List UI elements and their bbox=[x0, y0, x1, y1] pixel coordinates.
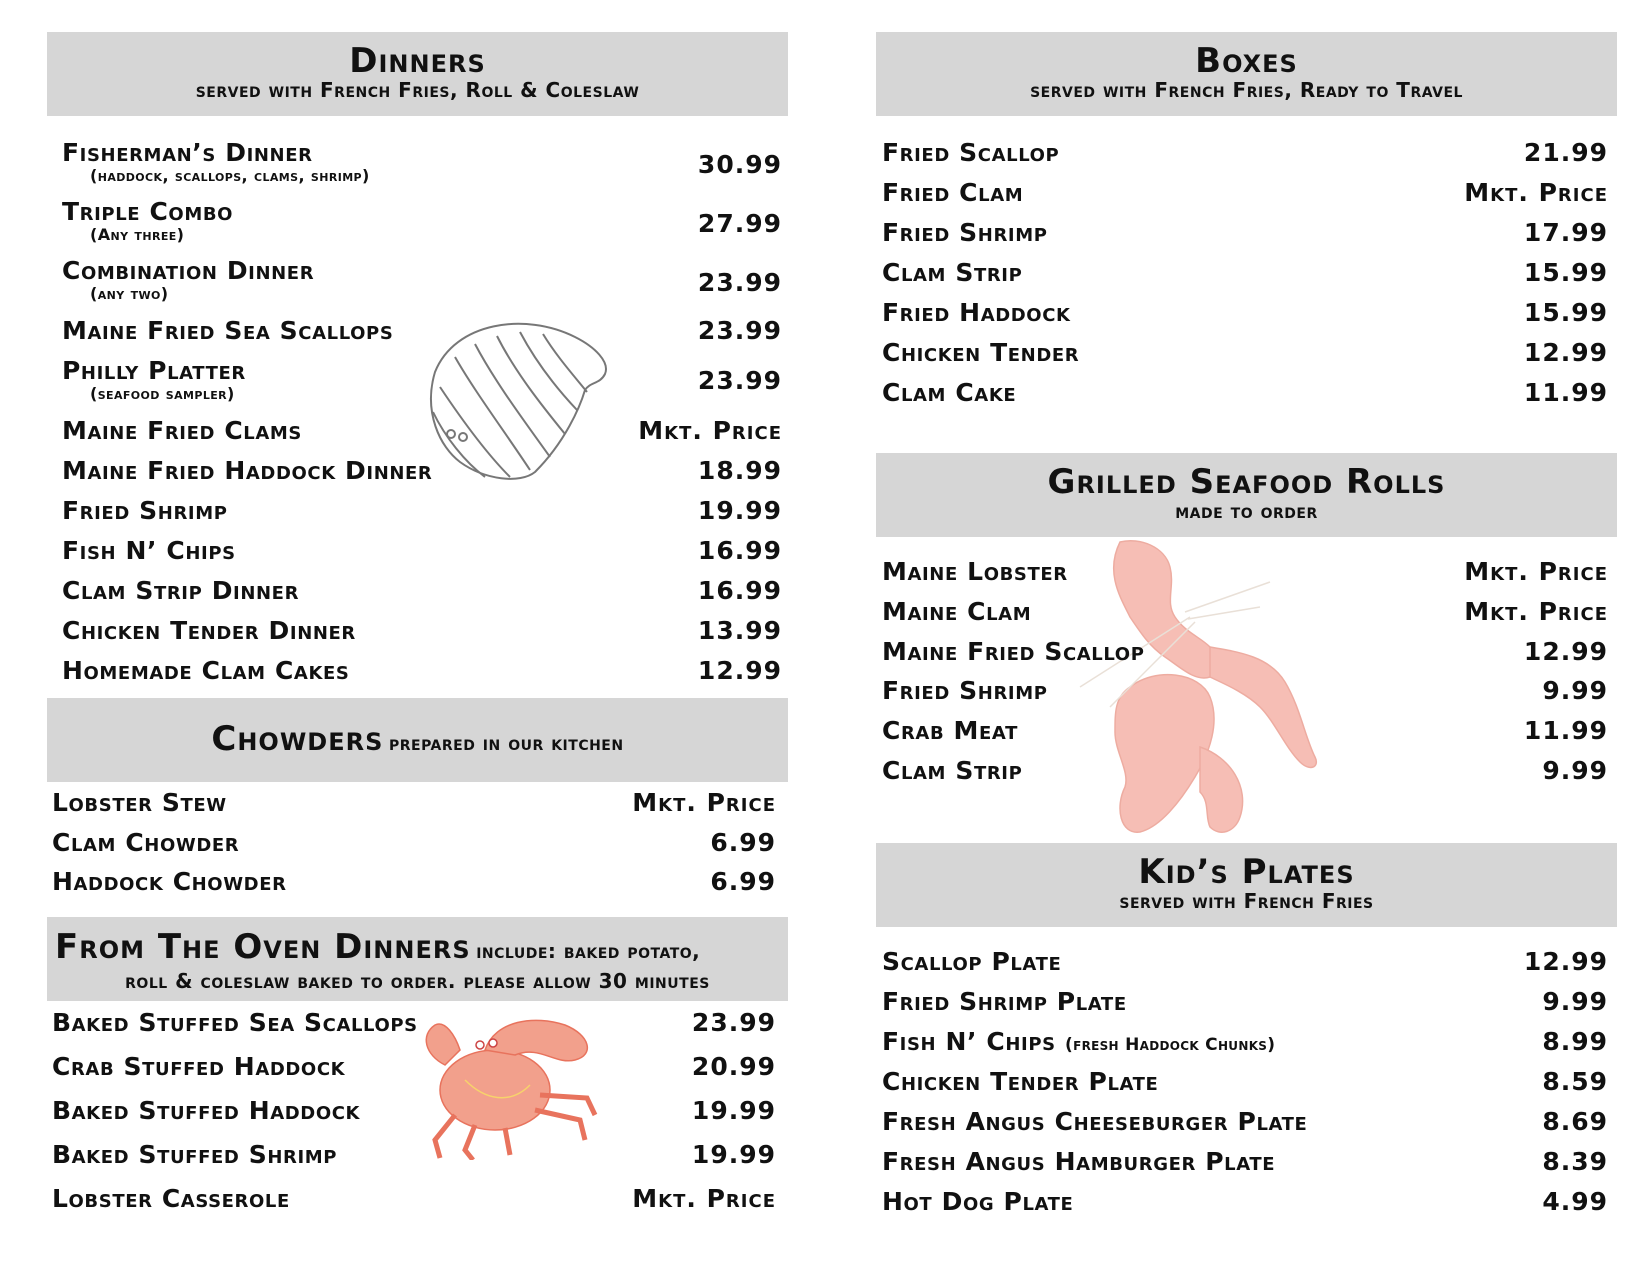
item-name: Fried Clam bbox=[882, 178, 1024, 207]
menu-item bbox=[882, 676, 1608, 708]
chowders-subtitle: prepared in our kitchen bbox=[388, 731, 624, 755]
item-price: 23.99 bbox=[697, 316, 782, 345]
item-price: 19.99 bbox=[697, 496, 782, 525]
menu-item bbox=[882, 218, 1608, 250]
boxes-header bbox=[876, 32, 1617, 116]
item-name: Baked Stuffed Sea Scallops bbox=[52, 1008, 418, 1037]
item-name: Crab Meat bbox=[882, 716, 1018, 745]
menu-item bbox=[62, 316, 782, 348]
item-price: 23.99 bbox=[691, 1008, 776, 1037]
item-name: Clam Strip bbox=[882, 258, 1023, 287]
item-name: Fresh Angus Cheeseburger Plate bbox=[882, 1107, 1308, 1136]
chowders-header bbox=[47, 698, 788, 782]
item-name: Triple Combo bbox=[62, 197, 234, 226]
item-name: Maine Fried Sea Scallops bbox=[62, 316, 394, 345]
item-name: Philly Platter bbox=[62, 356, 246, 385]
item-price: 23.99 bbox=[697, 268, 782, 297]
kids-header bbox=[876, 843, 1617, 927]
item-price: 9.99 bbox=[1542, 987, 1608, 1016]
item-name: Scallop Plate bbox=[882, 947, 1062, 976]
menu-item bbox=[52, 867, 776, 899]
menu-item bbox=[62, 138, 782, 188]
kids-subtitle: served with French Fries bbox=[1119, 889, 1374, 913]
item-price: 19.99 bbox=[691, 1140, 776, 1169]
item-name: Fresh Angus Hamburger Plate bbox=[882, 1147, 1276, 1176]
oven-subtitle-b: roll & coleslaw baked to order. please allow 30 minutes bbox=[125, 969, 710, 993]
item-price: 6.99 bbox=[710, 828, 776, 857]
menu-item bbox=[52, 828, 776, 860]
menu-item bbox=[882, 597, 1608, 629]
item-name: Maine Lobster bbox=[882, 557, 1068, 586]
menu-item bbox=[62, 616, 782, 648]
chowders-title: Chowders bbox=[211, 719, 384, 759]
item-price: 12.99 bbox=[1523, 338, 1608, 367]
menu-item bbox=[882, 1027, 1608, 1059]
item-name: Lobster Stew bbox=[52, 788, 227, 817]
menu-item bbox=[882, 947, 1608, 979]
item-name: Homemade Clam Cakes bbox=[62, 656, 350, 685]
item-name: Fried Haddock bbox=[882, 298, 1071, 327]
menu-item bbox=[882, 258, 1608, 290]
menu-item bbox=[52, 788, 776, 820]
item-price: 12.99 bbox=[697, 656, 782, 685]
item-name: Maine Fried Scallop bbox=[882, 637, 1145, 666]
menu-item bbox=[882, 1147, 1608, 1179]
item-price: 16.99 bbox=[697, 576, 782, 605]
item-name: Haddock Chowder bbox=[52, 867, 287, 896]
item-name: Fish N’ Chips bbox=[62, 536, 236, 565]
menu-item bbox=[882, 637, 1608, 669]
rolls-header bbox=[876, 453, 1617, 537]
item-name: Chicken Tender bbox=[882, 338, 1080, 367]
item-price: 11.99 bbox=[1523, 716, 1608, 745]
item-price: 27.99 bbox=[697, 209, 782, 238]
item-note: (haddock, scallops, clams, shrimp) bbox=[90, 166, 370, 185]
item-price: Mkt. Price bbox=[632, 1184, 776, 1213]
oven-header bbox=[47, 917, 788, 1001]
menu-item bbox=[62, 536, 782, 568]
boxes-title: Boxes bbox=[1195, 41, 1298, 81]
item-price: 8.39 bbox=[1542, 1147, 1608, 1176]
oven-title: From The Oven Dinners bbox=[55, 927, 471, 967]
menu-item bbox=[882, 716, 1608, 748]
item-name: Fried Scallop bbox=[882, 138, 1060, 167]
item-price: 12.99 bbox=[1523, 637, 1608, 666]
rolls-subtitle: made to order bbox=[1175, 499, 1318, 523]
item-price: 23.99 bbox=[697, 366, 782, 395]
item-name: Combination Dinner bbox=[62, 256, 315, 285]
boxes-subtitle: served with French Fries, Ready to Travel bbox=[1030, 78, 1463, 102]
menu-item bbox=[882, 338, 1608, 370]
menu-item bbox=[52, 1052, 776, 1084]
item-price: Mkt. Price bbox=[1464, 178, 1608, 207]
menu-item bbox=[62, 197, 782, 247]
oven-subtitle-a: include: baked potato, bbox=[476, 939, 701, 963]
item-name: Fried Shrimp Plate bbox=[882, 987, 1127, 1016]
item-price: 4.99 bbox=[1542, 1187, 1608, 1216]
item-note: (Any three) bbox=[90, 225, 185, 244]
item-note: (any two) bbox=[90, 284, 169, 303]
menu-item bbox=[62, 356, 782, 406]
menu-item bbox=[52, 1008, 776, 1040]
item-price: 15.99 bbox=[1523, 258, 1608, 287]
item-name bbox=[882, 1027, 1275, 1056]
item-name: Clam Chowder bbox=[52, 828, 240, 857]
item-price: 30.99 bbox=[697, 150, 782, 179]
dinners-subtitle: served with French Fries, Roll & Coleslaw bbox=[195, 78, 640, 102]
menu-item bbox=[62, 416, 782, 448]
item-name: Baked Stuffed Haddock bbox=[52, 1096, 361, 1125]
item-price: 9.99 bbox=[1542, 676, 1608, 705]
menu-item bbox=[52, 1096, 776, 1128]
item-name: Baked Stuffed Shrimp bbox=[52, 1140, 338, 1169]
menu-item bbox=[882, 1107, 1608, 1139]
item-name: Clam Strip bbox=[882, 756, 1023, 785]
dinners-title: Dinners bbox=[349, 41, 486, 81]
menu-item bbox=[882, 298, 1608, 330]
item-price: 8.99 bbox=[1542, 1027, 1608, 1056]
item-price: 18.99 bbox=[697, 456, 782, 485]
menu-item bbox=[62, 496, 782, 528]
item-name: Fried Shrimp bbox=[882, 218, 1048, 247]
menu-item bbox=[52, 1184, 776, 1216]
item-price: Mkt. Price bbox=[632, 788, 776, 817]
menu-item bbox=[62, 256, 782, 306]
left-column bbox=[0, 0, 810, 1275]
menu-item bbox=[882, 1067, 1608, 1099]
item-price: 6.99 bbox=[710, 867, 776, 896]
item-price: 17.99 bbox=[1523, 218, 1608, 247]
item-name: Lobster Casserole bbox=[52, 1184, 290, 1213]
item-price: 19.99 bbox=[691, 1096, 776, 1125]
item-price: 16.99 bbox=[697, 536, 782, 565]
item-name: Clam Strip Dinner bbox=[62, 576, 300, 605]
kids-title: Kid’s Plates bbox=[1138, 852, 1355, 892]
item-price: 8.59 bbox=[1542, 1067, 1608, 1096]
item-price: 9.99 bbox=[1542, 756, 1608, 785]
item-name: Fried Shrimp bbox=[62, 496, 228, 525]
menu-item bbox=[882, 557, 1608, 589]
item-note: (seafood sampler) bbox=[90, 384, 235, 403]
item-note: (fresh Haddock Chunks) bbox=[1065, 1035, 1276, 1055]
menu-item bbox=[882, 756, 1608, 788]
item-price: Mkt. Price bbox=[638, 416, 782, 445]
item-price: Mkt. Price bbox=[1464, 557, 1608, 586]
rolls-title: Grilled Seafood Rolls bbox=[1047, 462, 1446, 502]
dinners-header bbox=[47, 32, 788, 116]
item-name: Hot Dog Plate bbox=[882, 1187, 1074, 1216]
item-price: 21.99 bbox=[1523, 138, 1608, 167]
item-name: Clam Cake bbox=[882, 378, 1017, 407]
item-name: Maine Fried Clams bbox=[62, 416, 302, 445]
item-price: 15.99 bbox=[1523, 298, 1608, 327]
item-name: Maine Fried Haddock Dinner bbox=[62, 456, 433, 485]
menu-item bbox=[62, 576, 782, 608]
right-column bbox=[810, 0, 1650, 1275]
item-name: Fried Shrimp bbox=[882, 676, 1048, 705]
menu-item bbox=[62, 656, 782, 688]
item-price: 12.99 bbox=[1523, 947, 1608, 976]
item-price: 20.99 bbox=[691, 1052, 776, 1081]
item-price: 13.99 bbox=[697, 616, 782, 645]
menu-item bbox=[882, 178, 1608, 210]
item-name: Maine Clam bbox=[882, 597, 1032, 626]
menu-item bbox=[882, 1187, 1608, 1219]
menu-item bbox=[882, 378, 1608, 410]
item-price: Mkt. Price bbox=[1464, 597, 1608, 626]
item-price: 8.69 bbox=[1542, 1107, 1608, 1136]
menu-item bbox=[52, 1140, 776, 1172]
item-name-text: Fish N’ Chips bbox=[882, 1027, 1056, 1056]
item-name: Chicken Tender Dinner bbox=[62, 616, 356, 645]
menu-item bbox=[882, 138, 1608, 170]
menu-item bbox=[882, 987, 1608, 1019]
item-name: Chicken Tender Plate bbox=[882, 1067, 1159, 1096]
item-name: Crab Stuffed Haddock bbox=[52, 1052, 346, 1081]
item-price: 11.99 bbox=[1523, 378, 1608, 407]
item-name: Fisherman’s Dinner bbox=[62, 138, 313, 167]
menu-item bbox=[62, 456, 782, 488]
